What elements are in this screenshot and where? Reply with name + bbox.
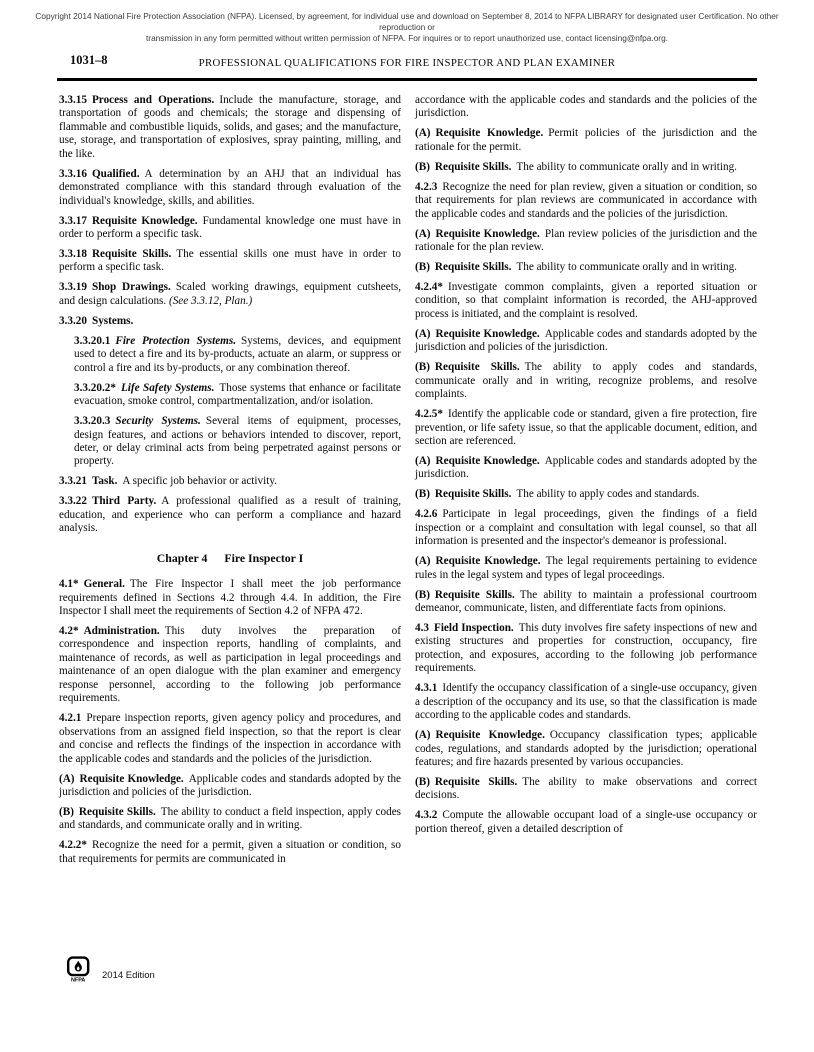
- section-number: (A): [59, 772, 75, 785]
- section-number: 4.2.5*: [415, 408, 443, 421]
- paragraph-text: The ability to apply codes and standards, communicate orally and in writing, recognize problems, and resolve complaints.: [415, 361, 757, 401]
- paragraph-text: Recognize the need for plan review, given a situation or condition, so that requirements for plan reviews are communicated in accordance with the applicable codes and standards and the policies of the jurisdiction.: [415, 180, 757, 220]
- paragraph: [74, 335, 401, 375]
- section-number: (B): [415, 261, 430, 274]
- defined-term: Requisite Knowledge.: [435, 327, 540, 340]
- defined-term: Task.: [91, 475, 118, 488]
- section-number: (B): [59, 805, 74, 818]
- paragraph-text: A specific job behavior or activity.: [122, 475, 277, 488]
- paragraph-text: Compute the allowable occupant load of a single-use occupancy or portion thereof, given a detailed description of: [415, 809, 757, 835]
- paragraph-text: Plan review policies of the jurisdiction and the rationale for the plan review.: [415, 227, 757, 254]
- defined-term: General.: [83, 578, 125, 591]
- section-number: 3.3.17: [59, 214, 87, 227]
- paragraph-text: The ability to communicate orally and in writing.: [516, 261, 737, 274]
- paragraph: [59, 281, 401, 308]
- paragraph: [415, 328, 757, 355]
- section-number: (A): [415, 227, 431, 240]
- paragraph-text: Scaled working drawings, equipment cutsheets, and design calculations.: [59, 281, 401, 307]
- section-number: 3.3.18: [59, 248, 87, 261]
- section-number: 3.3.20.1: [74, 334, 111, 347]
- defined-term: Requisite Skills.: [434, 776, 518, 789]
- paragraph: [415, 161, 757, 174]
- defined-term: Field Inspection.: [433, 622, 514, 634]
- paragraph: [59, 806, 401, 833]
- paragraph: [415, 555, 757, 582]
- paragraph: [415, 281, 757, 321]
- chapter-title: Fire Inspector I: [224, 550, 304, 565]
- section-number: 3.3.16: [59, 167, 87, 180]
- paragraph-text: Several items of equipment, processes, design features, and actions or behaviors intended to discover, report, deter, or delay criminal acts from being perpetrated against persons or property.: [74, 415, 401, 468]
- section-number: (A): [415, 127, 431, 140]
- paragraph: [415, 94, 757, 121]
- paragraph: [59, 94, 401, 161]
- paragraph: [59, 168, 401, 208]
- section-number: 3.3.21: [59, 475, 87, 488]
- paragraph-text: Identify the occupancy classification of a single-use occupancy, given a description of the occupancy and its use, so that the classification is made according to the applicable codes and standards.: [415, 682, 757, 722]
- paragraph: [415, 408, 757, 448]
- defined-term: Requisite Skills.: [434, 261, 512, 274]
- paragraph: [415, 508, 757, 548]
- paragraph: [415, 809, 757, 836]
- paragraph: [59, 839, 401, 866]
- paragraph: [59, 475, 401, 488]
- edition-label: 2014 Edition: [102, 970, 155, 981]
- paragraph: [415, 228, 757, 255]
- paragraph-text: Applicable codes and standards adopted by the jurisdiction and policies of the jurisdiction.: [415, 327, 758, 354]
- chapter-label: Chapter 4: [156, 550, 208, 565]
- paragraph-text: Include the manufacture, storage, and transportation of goods and chemicals; the storage and dispensing of flammable and combustible liquids, solids, and gases; and the manufacture, use, storage, and transportation of explosives, spray painting, milling, and the like.: [59, 94, 402, 160]
- section-number: 3.3.20.3: [74, 415, 111, 428]
- defined-term: Requisite Skills.: [434, 361, 520, 374]
- chapter-heading: [59, 552, 401, 565]
- paragraph: [415, 455, 757, 482]
- section-number: (B): [415, 361, 430, 374]
- paragraph: [74, 415, 401, 469]
- paragraph: [59, 773, 401, 800]
- paragraph: [59, 712, 401, 766]
- paragraph-text: The ability to communicate orally and in writing.: [516, 160, 737, 173]
- paragraph: [415, 261, 757, 274]
- defined-term: Fire Protection Systems.: [115, 334, 237, 347]
- paragraph-text: Fundamental knowledge one must have in order to perform a specific task.: [59, 214, 402, 241]
- section-number: 3.3.22: [59, 495, 87, 508]
- defined-term: Requisite Skills.: [91, 248, 172, 261]
- paragraph-text: Participate in legal proceedings, given the findings of a field inspection or a complaint and consultation with legal counsel, so that all information is presented and the inspector's demeanor is professional.: [415, 508, 757, 548]
- section-number: (B): [415, 488, 430, 501]
- paragraph: [59, 625, 401, 706]
- paragraph: [415, 622, 757, 676]
- paragraph-text: This duty involves the preparation of correspondence and inspection reports, handling of complaints, and maintenance of records, as well as participation in legal proceedings and maintenance of an open dialogue with the plan examiner and emergency response personnel, according to the following job performance requirements.: [59, 625, 401, 705]
- paragraph-text: Recognize the need for a permit, given a situation or condition, so that requirements for permits are communicated in: [59, 839, 401, 865]
- defined-term: Qualified.: [91, 167, 140, 180]
- defined-term: Process and Operations.: [91, 94, 215, 106]
- defined-term: Requisite Skills.: [434, 488, 512, 501]
- section-number: 3.3.15: [59, 94, 87, 106]
- copyright-line2: transmission in any form permitted without written permission of NFPA. For inquires or to report unauthorized use, contact licensing@nfpa.org.: [146, 33, 668, 43]
- right-column: [415, 94, 757, 873]
- section-number: (B): [415, 160, 430, 173]
- paragraph-text: The ability to conduct a field inspection, apply codes and standards, and communicate orally and in writing.: [59, 805, 402, 832]
- italic-note: (See 3.3.12, Plan.): [166, 294, 253, 307]
- section-number: 4.2*: [59, 625, 79, 637]
- nfpa-logo-text: NFPA: [71, 977, 86, 983]
- defined-term: Systems.: [91, 314, 134, 327]
- paragraph-text: The ability to apply codes and standards.: [516, 488, 700, 501]
- section-number: 4.3.1: [415, 682, 438, 695]
- section-number: 4.2.1: [59, 712, 82, 725]
- defined-term: Requisite Skills.: [78, 805, 156, 818]
- paragraph-text: Applicable codes and standards adopted by the jurisdiction.: [415, 454, 758, 481]
- paragraph-text: The essential skills one must have in order to perform a specific task.: [59, 248, 401, 274]
- defined-term: Requisite Knowledge.: [79, 772, 184, 785]
- copyright-line1: Copyright 2014 National Fire Protection Association (NFPA). Licensed, by agreement, for individual use and download on September 8, 2014 to NFPA LIBRARY for designated user Certification. No other reproduction or: [35, 11, 779, 32]
- paragraph: [415, 776, 757, 803]
- section-number: 4.2.3: [415, 180, 438, 193]
- paragraph-text: Identify the applicable code or standard, given a fire protection, fire prevention, or life safety issue, so that the applicable document, edition, and section are referenced.: [415, 408, 757, 448]
- paragraph: [59, 315, 401, 328]
- left-column: [59, 94, 401, 873]
- paragraph-text: Investigate common complaints, given a reported situation or condition, so that complaint information is recorded, the AHJ-approved process is initiated, and the complaint is resolved.: [415, 280, 757, 320]
- defined-term: Third Party.: [91, 495, 157, 508]
- defined-term: Requisite Knowledge.: [91, 214, 198, 227]
- paragraph: [415, 729, 757, 769]
- paragraph-text: The Fire Inspector I shall meet the job performance requirements defined in Sections 4.2 through 4.4. In addition, the Fire Inspector I shall meet the requirements of Section 4.2 of NFPA 472.: [59, 578, 401, 618]
- defined-term: Administration.: [83, 625, 160, 637]
- page-title: PROFESSIONAL QUALIFICATIONS FOR FIRE INSPECTOR AND PLAN EXAMINER: [198, 57, 616, 69]
- defined-term: Requisite Knowledge.: [435, 729, 545, 742]
- section-number: 4.3: [415, 622, 429, 634]
- defined-term: Requisite Knowledge.: [435, 555, 541, 568]
- document-body: [59, 94, 757, 873]
- defined-term: Security Systems.: [115, 415, 201, 428]
- nfpa-logo-icon: [66, 956, 91, 983]
- section-number: 4.2.2*: [59, 839, 87, 852]
- section-number: (A): [415, 729, 431, 742]
- paragraph-text: Occupancy classification types; applicable codes, regulations, and standards adopted by the jurisdiction; operational features; and fire hazards presented by various occupancies.: [415, 729, 757, 769]
- paragraph: [415, 361, 757, 401]
- section-number: 4.2.6: [415, 508, 438, 521]
- section-number: 3.3.20: [59, 314, 87, 327]
- paragraph-text: The ability to make observations and correct decisions.: [415, 776, 757, 802]
- section-number: (A): [415, 454, 431, 467]
- paragraph-text: accordance with the applicable codes and standards and the policies of the jurisdiction.: [415, 94, 757, 120]
- paragraph-text: Systems, devices, and equipment used to detect a fire and its by-products, actuate an alarm, or suppress or control a fire and its by-products, or any combination thereof.: [74, 334, 401, 374]
- paragraph-text: The ability to maintain a professional courtroom demeanor, communicate, listen, and differentiate facts from opinions.: [415, 588, 757, 615]
- paragraph: [415, 589, 757, 616]
- page-footer: [66, 956, 155, 983]
- copyright-notice: [28, 11, 786, 44]
- paragraph: [415, 488, 757, 501]
- section-number: 3.3.20.2*: [74, 381, 116, 394]
- paragraph: [415, 127, 757, 154]
- defined-term: Requisite Knowledge.: [435, 127, 544, 140]
- paragraph: [59, 578, 401, 618]
- paragraph-text: Those systems that enhance or facilitate evacuation, smoke control, compartmentalization, and/or isolation.: [74, 381, 402, 408]
- page-header: [57, 53, 757, 81]
- paragraph-text: The legal requirements pertaining to evidence rules in the legal system and types of legal proceedings.: [415, 555, 757, 581]
- section-number: (B): [415, 776, 430, 789]
- section-number: (A): [415, 327, 431, 340]
- paragraph-text: Prepare inspection reports, given agency policy and procedures, and observations from an assigned field inspection, so that the report is clear and concise and reflects the findings of the inspection in accordance with the applicable codes and standards and the policies of the jurisdiction.: [59, 712, 401, 765]
- defined-term: Shop Drawings.: [91, 281, 171, 294]
- section-number: 3.3.19: [59, 281, 87, 294]
- paragraph-text: Applicable codes and standards adopted by the jurisdiction and policies of the jurisdiction.: [59, 772, 402, 798]
- section-number: 4.1*: [59, 578, 79, 591]
- paragraph: [59, 215, 401, 242]
- paragraph: [415, 181, 757, 221]
- paragraph-text: A professional qualified as a result of training, education, and experience who can perform a compliance and hazard analysis.: [59, 495, 401, 535]
- paragraph: [59, 248, 401, 275]
- paragraph-text: Permit policies of the jurisdiction and the rationale for the permit.: [415, 127, 758, 153]
- defined-term: Requisite Knowledge.: [435, 454, 540, 467]
- paragraph-text: This duty involves fire safety inspections of new and existing structures and properties for construction, occupancy, fire protection, and exposures, according to the following job performance requirements.: [415, 622, 757, 675]
- defined-term: Requisite Knowledge.: [435, 227, 540, 240]
- section-number: (B): [415, 588, 430, 601]
- paragraph: [59, 495, 401, 535]
- paragraph: [74, 382, 401, 409]
- section-number: 4.3.2: [415, 809, 438, 822]
- defined-term: Requisite Skills.: [434, 588, 515, 601]
- defined-term: Requisite Skills.: [434, 160, 512, 173]
- paragraph-text: A determination by an AHJ that an individual has demonstrated compliance with this standard through evaluation of the individual's knowledge, skills, and abilities.: [59, 167, 401, 207]
- section-number: (A): [415, 555, 431, 568]
- page-number: 1031–8: [70, 53, 108, 67]
- defined-term: Life Safety Systems.: [120, 381, 215, 394]
- section-number: 4.2.4*: [415, 280, 443, 293]
- paragraph: [415, 682, 757, 722]
